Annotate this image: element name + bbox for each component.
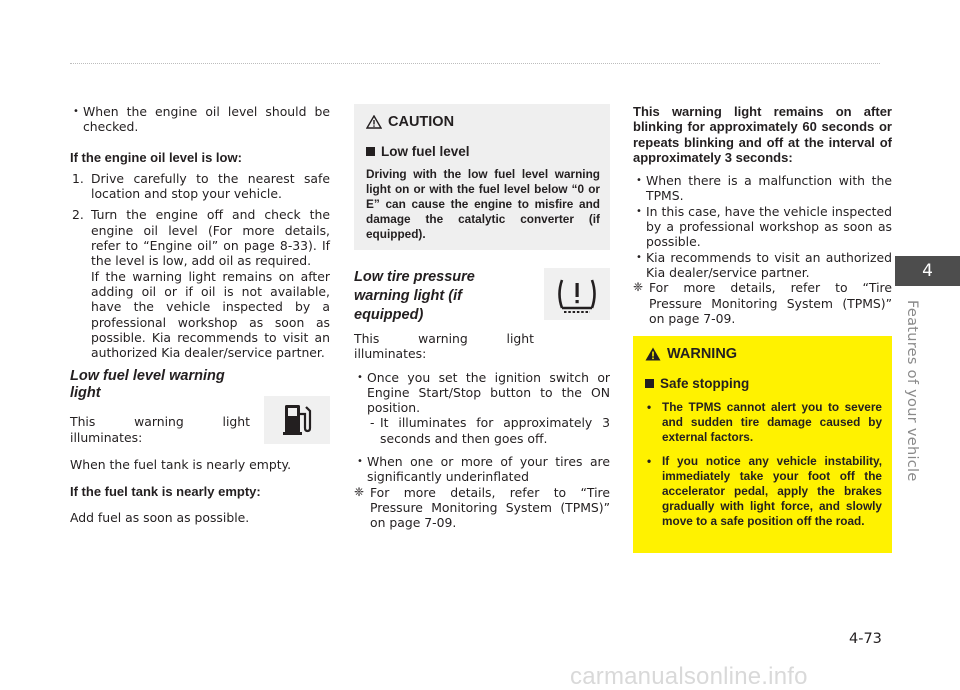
warning-triangle-icon bbox=[645, 347, 661, 361]
reference-note: ❈ For more details, refer to “Tire Pressure Monitoring System (TPMS)” on page 7-09. bbox=[354, 484, 610, 531]
caution-text: Driving with the low fuel level warning light on or with the fuel level below “0 or E” can cause the engine to misfire and damage the catalytic converter (if equipped). bbox=[366, 167, 600, 241]
caution-subtitle: Low fuel level bbox=[366, 144, 600, 159]
warning-item: • The TPMS cannot alert you to severe and sudden tire damage caused by external factors. bbox=[645, 400, 882, 445]
column-3 bbox=[633, 104, 892, 326]
fuel-empty-text: Add fuel as soon as possible. bbox=[70, 509, 250, 525]
fuel-empty-heading: If the fuel tank is nearly empty: bbox=[70, 484, 261, 500]
tire-pressure-icon bbox=[544, 268, 610, 320]
list-item: • When one or more of your tires are significantly underinflated bbox=[354, 454, 610, 485]
step-2: 2. Turn the engine off and check the engine oil level (For more details, refer to “Engine oil” on page 8-33). If the level is low, add oil as required. bbox=[72, 207, 330, 269]
step-2-extra: If the warning light remains on after adding oil or if oil is not available, have the vehicle inspected by a professional workshop as soon as possible. Kia recommends to visit an authorized Kia dealer/service partner. bbox=[91, 268, 330, 361]
warning-box bbox=[633, 336, 892, 553]
column-1 bbox=[70, 104, 330, 525]
page-number: 4-73 bbox=[849, 631, 882, 647]
fuel-intro: This warning light illuminates: bbox=[70, 414, 250, 445]
list-item-dash: - It illuminates for approximately 3 seconds and then goes off. bbox=[354, 415, 610, 446]
caution-title: CAUTION bbox=[366, 114, 600, 130]
caution-triangle-icon bbox=[366, 115, 382, 129]
warning-title: WARNING bbox=[645, 346, 882, 362]
list-item-extra: • Kia recommends to visit an authorized Kia dealer/service partner. bbox=[633, 250, 892, 281]
caution-box bbox=[354, 104, 610, 250]
fuel-warning-heading: Low fuel level warning light bbox=[70, 368, 225, 402]
list-item: • When the engine oil level should be checked. bbox=[70, 104, 330, 135]
top-divider bbox=[70, 63, 880, 64]
tire-intro: This warning light illuminates: bbox=[354, 331, 534, 362]
chapter-title: Features of your vehicle bbox=[904, 300, 920, 482]
step-1: 1. Drive carefully to the nearest safe location and stop your vehicle. bbox=[72, 170, 330, 202]
reference-mark-icon: ❈ bbox=[633, 280, 644, 295]
square-bullet-icon bbox=[645, 379, 654, 388]
tire-warning-heading: Low tire pressure warning light (if equipped) bbox=[354, 269, 475, 323]
tpms-intro: This warning light remains on after blinking for approximately 60 seconds or repeats blinking and off at the interval of approximately 3 seconds: bbox=[633, 104, 892, 165]
chapter-tab: 4 bbox=[895, 256, 960, 286]
fuel-text: When the fuel tank is nearly empty. bbox=[70, 457, 292, 473]
square-bullet-icon bbox=[366, 147, 375, 156]
reference-note: ❈ For more details, refer to “Tire Pressure Monitoring System (TPMS)” on page 7-09. bbox=[633, 280, 892, 326]
watermark: carmanualsonline.info bbox=[570, 663, 808, 690]
oil-low-heading: If the engine oil level is low: bbox=[70, 149, 242, 165]
list-item-extra: • In this case, have the vehicle inspected by a professional workshop as soon as possible. bbox=[633, 204, 892, 250]
list-item: • Once you set the ignition switch or Engine Start/Stop button to the ON position. bbox=[354, 370, 610, 416]
warning-subtitle: Safe stopping bbox=[645, 376, 882, 391]
warning-item: • If you notice any vehicle instability, immediately take your foot off the accelerator pedal, apply the brakes gradually with light force, and slowly move to a safe position off the road. bbox=[645, 454, 882, 529]
fuel-pump-icon bbox=[264, 396, 330, 444]
list-item: • When there is a malfunction with the TPMS. bbox=[633, 173, 892, 204]
reference-mark-icon: ❈ bbox=[354, 484, 365, 499]
